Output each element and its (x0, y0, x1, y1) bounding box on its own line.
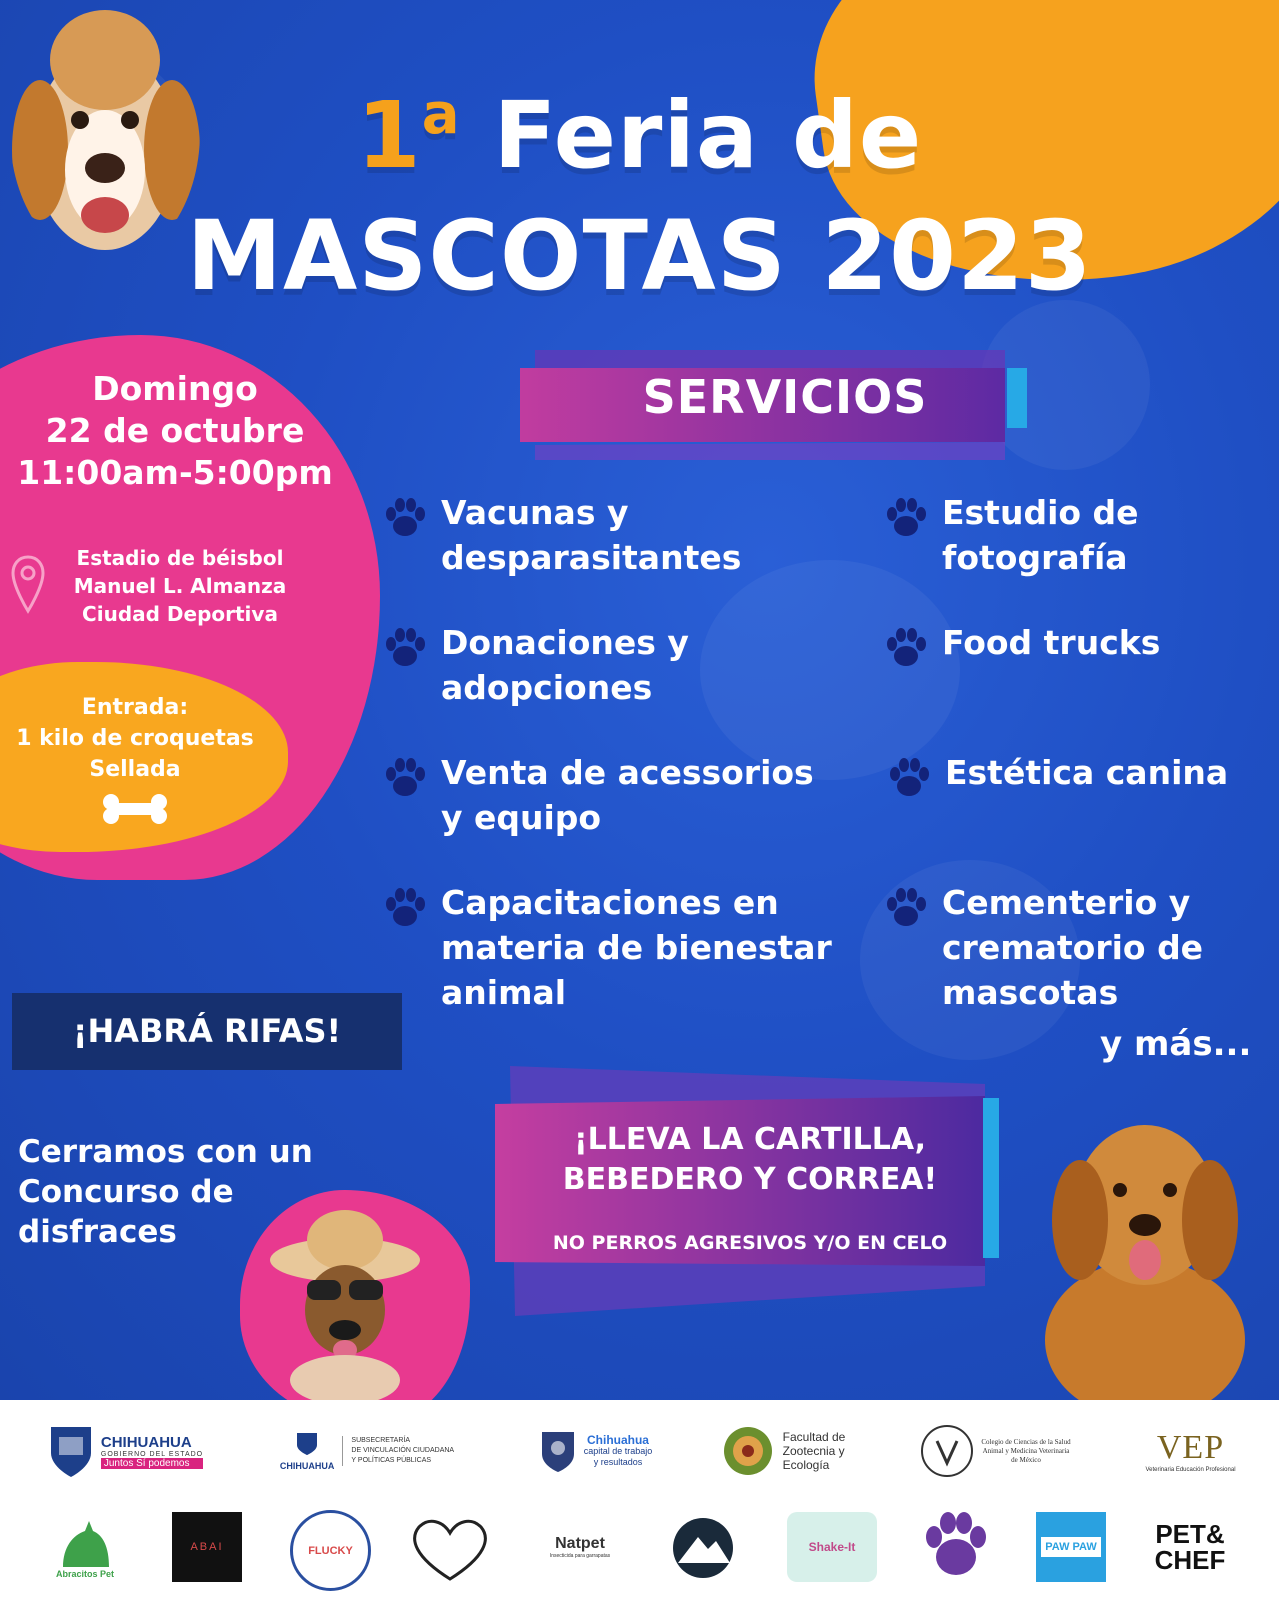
shake-logo-icon: Shake-It (808, 1540, 856, 1554)
paw-print-icon (884, 626, 928, 670)
service-item (441, 620, 689, 710)
entry-requirement (0, 692, 270, 785)
service-text-line: animal (441, 973, 567, 1012)
sponsor-logo (40, 1508, 130, 1588)
sponsor-text: GOBIERNO DEL ESTADO (100, 1450, 204, 1458)
event-date-block (10, 368, 340, 494)
venue-line: Manuel L. Almanza (73, 574, 287, 598)
reminder-note: NO PERROS AGRESIVOS Y/O EN CELO (552, 1232, 948, 1254)
service-text-line: Food trucks (942, 623, 1161, 662)
service-text-line: Vacunas y (441, 493, 629, 532)
poster-title-line2: MASCOTAS 2023 (186, 200, 1093, 312)
background-paw-shape (700, 560, 960, 780)
service-text-line: Donaciones y (441, 623, 689, 662)
contest-line: Concurso de (18, 1174, 234, 1210)
more-services-text: y más... (1100, 1024, 1252, 1064)
service-text-line: Venta de acessorios (441, 753, 814, 792)
sponsor-logo (290, 1510, 371, 1591)
service-item (942, 620, 1160, 665)
service-item (441, 490, 741, 580)
title-feria: Feria de (493, 82, 923, 189)
service-text-line: materia de bienestar (441, 928, 832, 967)
sponsor-text: Juntos Sí podemos (101, 1458, 203, 1469)
service-item (441, 750, 814, 840)
costume-dog-photo (265, 1200, 425, 1400)
title-ordinal: 1 (356, 82, 422, 189)
sponsor-logo (918, 1508, 993, 1586)
sponsor-text: CHIHUAHUA (279, 1461, 335, 1471)
paw-print-icon (383, 626, 427, 670)
golden-retriever-photo (1040, 1110, 1250, 1400)
reminder-heading (500, 1120, 1000, 1200)
sponsor-text: CHIHUAHUA (100, 1433, 192, 1451)
service-text-line: mascotas (942, 973, 1119, 1012)
sponsor-text: DE VINCULACIÓN CIUDADANA (351, 1447, 455, 1454)
flucky-logo-icon: FLUCKY (308, 1544, 353, 1557)
heart-dog-icon (405, 1513, 495, 1583)
sponsors-strip (0, 1400, 1279, 1600)
paw-print-icon (383, 756, 427, 800)
event-time: 11:00am-5:00pm (17, 453, 333, 492)
sponsor-logo (900, 1420, 1090, 1482)
service-text-line: y equipo (441, 798, 602, 837)
sponsor-logo (1128, 1420, 1253, 1482)
sponsor-text: Abracitos Pet (55, 1569, 115, 1579)
raffle-announcement: ¡HABRÁ RIFAS! (12, 993, 402, 1070)
reminder-line: ¡LLEVA LA CARTILLA, (573, 1122, 927, 1157)
vep-logo-icon: VEP (1156, 1429, 1225, 1466)
service-text-line: Cementerio y (942, 883, 1191, 922)
vet-college-seal-icon (919, 1423, 975, 1479)
state-shield-icon (47, 1423, 95, 1479)
natpet-logo-icon: Natpet (555, 1535, 605, 1552)
venue-line: Ciudad Deportiva (82, 602, 278, 626)
service-item (942, 880, 1203, 1015)
paw-print-icon (884, 886, 928, 930)
event-date: 22 de octubre (45, 411, 305, 450)
service-text-line: Capacitaciones en (441, 883, 779, 922)
paw-print-icon (383, 886, 427, 930)
sponsor-text: Chihuahua (586, 1432, 649, 1447)
service-text-line: Estética canina (945, 753, 1229, 792)
sponsor-text: Colegio de Ciencias de la Salud (981, 1437, 1071, 1446)
service-text-line: fotografía (942, 538, 1128, 577)
entry-line: Entrada: (81, 695, 189, 720)
location-pin-icon (10, 555, 46, 615)
sponsor-logo (787, 1512, 877, 1582)
service-text-line: Estudio de (942, 493, 1139, 532)
venue-line: Estadio de béisbol (76, 546, 284, 570)
sponsor-logo (525, 1420, 665, 1482)
bone-icon (100, 792, 170, 826)
sponsor-text: CHEF (1154, 1545, 1226, 1575)
sponsor-logo (400, 1510, 500, 1585)
event-day: Domingo (92, 369, 258, 408)
sponsor-logo (262, 1420, 472, 1482)
faculty-seal-icon (721, 1424, 775, 1478)
sponsor-logo (665, 1510, 740, 1585)
sponsor-logo (172, 1512, 242, 1582)
paw-print-icon (884, 496, 928, 540)
pawpaw-logo-icon: PAW PAW (1041, 1537, 1101, 1557)
service-item (441, 880, 832, 1015)
service-item (945, 750, 1228, 795)
sponsor-text: Ecología (782, 1458, 830, 1472)
entry-line: Sellada (89, 757, 181, 782)
services-heading: SERVICIOS (642, 370, 928, 424)
service-text-line: adopciones (441, 668, 653, 707)
sponsor-text: Insecticida para garrapatas (549, 1553, 611, 1559)
sponsor-logo (1036, 1512, 1106, 1582)
abai-logo-icon: ABAI (190, 1541, 224, 1553)
petchef-logo-icon: PET& (1155, 1519, 1225, 1549)
service-text-line: crematorio de (942, 928, 1204, 967)
contest-line: Cerramos con un (18, 1134, 313, 1170)
paw-logo-icon (920, 1511, 992, 1583)
sponsor-logo (40, 1420, 210, 1482)
mountain-logo-icon (668, 1513, 738, 1583)
sponsor-text: Animal y Medicina Veterinaria (982, 1446, 1070, 1455)
sponsor-text: y resultados (593, 1456, 643, 1467)
title-ordinal-superscript: a (421, 82, 461, 147)
sponsor-text: Zootecnia y (782, 1444, 845, 1458)
shield-small-icon (295, 1431, 319, 1457)
sponsor-text: SUBSECRETARÍA (351, 1437, 411, 1444)
sponsor-text: de México (1011, 1455, 1041, 1464)
paw-print-icon (383, 496, 427, 540)
city-shield-icon (538, 1428, 578, 1474)
sponsor-text: Y POLÍTICAS PÚBLICAS (351, 1457, 432, 1464)
reminder-line: BEBEDERO Y CORREA! (562, 1162, 938, 1197)
service-item (942, 490, 1139, 580)
entry-line: 1 kilo de croquetas (16, 726, 254, 751)
contest-line: disfraces (18, 1214, 177, 1250)
sponsor-logo (708, 1420, 858, 1482)
poster-title-line1 (0, 82, 1279, 189)
sponsor-logo (540, 1512, 620, 1582)
event-venue (55, 544, 305, 628)
sponsor-logo (1140, 1512, 1240, 1582)
service-text-line: desparasitantes (441, 538, 742, 577)
sponsor-text: Veterinaria Educación Profesional (1145, 1467, 1236, 1473)
cat-dog-silhouette-icon (55, 1517, 115, 1569)
paw-print-icon (887, 756, 931, 800)
sponsor-text: capital de trabajo (583, 1445, 653, 1456)
sponsor-text: Facultad de (782, 1430, 846, 1444)
